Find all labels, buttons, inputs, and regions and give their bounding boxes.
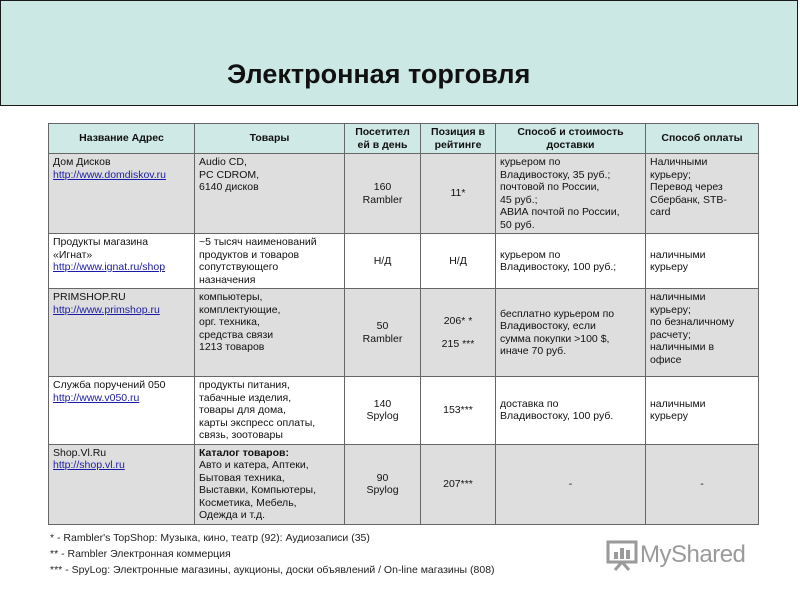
rating-cell: 207*** bbox=[421, 444, 496, 524]
goods-cell: Audio CD, PC CDROM, 6140 дисков bbox=[195, 154, 345, 234]
footnote: ** - Rambler Электронная коммерция bbox=[50, 548, 231, 560]
shop-link[interactable]: http://www.ignat.ru/shop bbox=[53, 261, 166, 273]
logo-text: MyShared bbox=[640, 541, 746, 568]
visitors-cell: 160 Rambler bbox=[345, 154, 421, 234]
shop-name: Продукты магазина bbox=[53, 236, 149, 248]
header-payment: Способ оплаты bbox=[646, 124, 759, 154]
shop-name: Shop.Vl.Ru bbox=[53, 446, 107, 459]
delivery-cell: курьером по Владивостоку, 35 руб.; почтовой по России, 45 руб.; АВИА почтой по России, 50 руб. bbox=[496, 154, 646, 234]
table-row bbox=[49, 289, 759, 377]
shop-name-cell bbox=[49, 154, 195, 234]
rating-cell: 206* * 215 *** bbox=[421, 289, 496, 377]
goods-cell: компьютеры, комплектующие, орг. техника, средства связи 1213 товаров bbox=[195, 289, 345, 377]
table-header-row bbox=[49, 124, 759, 154]
table-row bbox=[49, 154, 759, 234]
table-row bbox=[49, 377, 759, 445]
shop-name-cell bbox=[49, 444, 195, 524]
shop-link[interactable]: http://shop.vl.ru bbox=[53, 459, 125, 471]
payment-cell: наличными курьеру bbox=[646, 234, 759, 289]
shop-name: PRIMSHOP.RU bbox=[53, 291, 126, 303]
header-goods: Товары bbox=[195, 124, 345, 154]
payment-cell: наличными курьеру; по безналичному расчету; наличными в офисе bbox=[646, 289, 759, 377]
table-row bbox=[49, 234, 759, 289]
rating-cell: 153*** bbox=[421, 377, 496, 445]
rating-cell: 11* bbox=[421, 154, 496, 234]
delivery-cell: доставка по Владивостоку, 100 руб. bbox=[496, 377, 646, 445]
shop-link[interactable]: http://www.domdiskov.ru bbox=[53, 168, 167, 181]
header-name-url: Название Адрес bbox=[49, 124, 195, 154]
payment-cell: - bbox=[646, 444, 759, 524]
visitors-cell: Н/Д bbox=[345, 234, 421, 289]
shop-name-cell bbox=[49, 377, 195, 445]
rating-cell: Н/Д bbox=[421, 234, 496, 289]
shops-table bbox=[48, 123, 759, 525]
footnote: *** - SpyLog: Электронные магазины, аукционы, доски объявлений / On-line магазины (808) bbox=[50, 564, 495, 576]
shop-name: Дом Дисков bbox=[53, 156, 111, 168]
footnotes bbox=[50, 530, 495, 578]
header-delivery: Способ и стоимость доставки bbox=[496, 124, 646, 154]
goods-cell: продукты питания, табачные изделия, товары для дома, карты экспресс оплаты, связь, зоотовары bbox=[195, 377, 345, 445]
payment-cell: наличными курьеру bbox=[646, 377, 759, 445]
delivery-cell: - bbox=[496, 444, 646, 524]
header-rating: Позиция в рейтинге bbox=[421, 124, 496, 154]
header-visitors: Посетител ей в день bbox=[345, 124, 421, 154]
goods-cell: Каталог товаров: Авто и катера, Аптеки, Бытовая техника, Выставки, Компьютеры, Косметика, Мебель, Одежда и т.д. bbox=[195, 444, 345, 524]
visitors-cell: 140 Spylog bbox=[345, 377, 421, 445]
title-banner bbox=[0, 0, 798, 106]
shop-name: Служба поручений 050 bbox=[53, 379, 166, 391]
shop-name-cell bbox=[49, 289, 195, 377]
shop-name-cell: Продукты магазина «Игнат» http://www.ignat.ru/shop bbox=[49, 234, 195, 289]
table-row bbox=[49, 444, 759, 524]
myshared-logo bbox=[606, 539, 745, 571]
shop-link[interactable]: http://www.primshop.ru bbox=[53, 303, 160, 316]
visitors-cell: 90 Spylog bbox=[345, 444, 421, 524]
presentation-board-icon bbox=[606, 539, 640, 571]
shop-link[interactable]: http://www.v050.ru bbox=[53, 391, 140, 404]
payment-cell: Наличными курьеру; Перевод через Сбербанк, STB- card bbox=[646, 154, 759, 234]
goods-cell: ~5 тысяч наименований продуктов и товаров сопутствующего назначения bbox=[195, 234, 345, 289]
footnote: * - Rambler's TopShop: Музыка, кино, театр (92): Аудиозаписи (35) bbox=[50, 532, 370, 544]
delivery-cell: бесплатно курьером по Владивостоку, если сумма покупки >100 $, иначе 70 руб. bbox=[496, 289, 646, 377]
delivery-cell: курьером по Владивостоку, 100 руб.; bbox=[496, 234, 646, 289]
visitors-cell: 50 Rambler bbox=[345, 289, 421, 377]
slide-title: Электронная торговля bbox=[227, 59, 531, 89]
